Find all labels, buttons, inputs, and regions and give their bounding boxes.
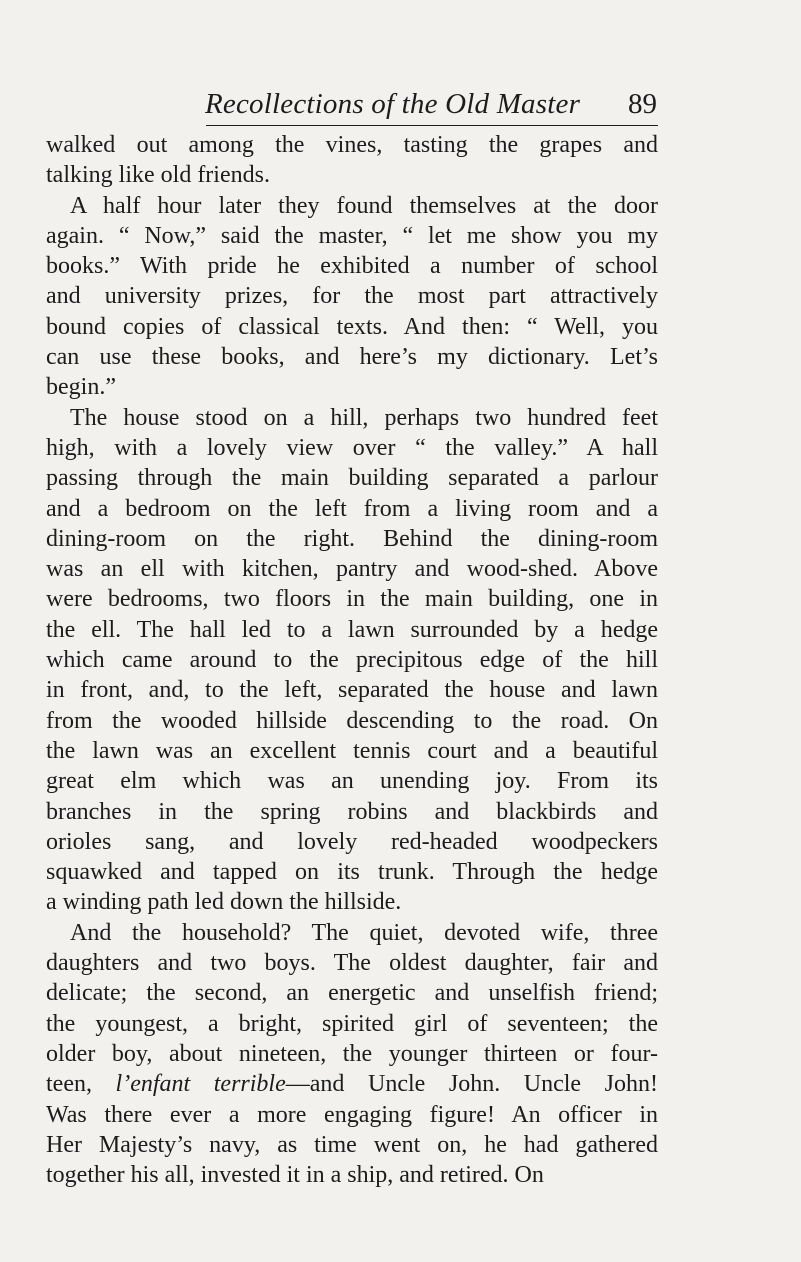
text-line (46, 1069, 658, 1099)
italic-phrase: l’enfant terrible (115, 1071, 286, 1098)
text-line: And the household? The quiet, devoted wife, three (70, 919, 658, 946)
text-line: was an ell with kitchen, pantry and wood-shed. Above (46, 556, 658, 583)
text-line: books.” With pride he exhibited a number of school (46, 253, 658, 280)
text-line: begin.” (46, 374, 116, 401)
text-line: bound copies of classical texts. And then: “ Well, you (46, 313, 658, 340)
page-number: 89 (628, 88, 657, 120)
text-line: passing through the main building separated a parlour (46, 465, 658, 492)
text-line: were bedrooms, two floors in the main building, one in (46, 586, 658, 613)
text-run: teen, (46, 1071, 116, 1098)
text-line: dining-room on the right. Behind the dining-room (46, 525, 658, 552)
text-line: great elm which was an unending joy. From its (46, 768, 658, 795)
text-line: daughters and two boys. The oldest daughter, fair and (46, 950, 658, 977)
text-line: the youngest, a bright, spirited girl of seventeen; the (46, 1010, 658, 1037)
running-header (205, 88, 657, 124)
text-line: Her Majesty’s navy, as time went on, he had gathered (46, 1131, 658, 1158)
paragraph (46, 191, 658, 403)
text-line: delicate; the second, an energetic and unselfish friend; (46, 980, 658, 1007)
text-line: walked out among the vines, tasting the grapes and (46, 132, 658, 158)
body-text (46, 130, 658, 1190)
text-line: high, with a lovely view over “ the valley.” A hall (46, 434, 658, 461)
text-line: Was there ever a more engaging figure! An officer in (46, 1101, 658, 1128)
text-line: older boy, about nineteen, the younger thirteen or four- (46, 1040, 658, 1067)
text-line: a winding path led down the hillside. (46, 889, 402, 916)
text-line: again. “ Now,” said the master, “ let me show you my (46, 222, 658, 249)
running-title: Recollections of the Old Master (205, 88, 581, 120)
text-line: the ell. The hall led to a lawn surrounded by a hedge (46, 616, 658, 643)
text-line: talking like old friends. (46, 162, 270, 189)
text-line: and university prizes, for the most part attractively (46, 283, 658, 310)
text-line: and a bedroom on the left from a living room and a (46, 495, 658, 522)
text-line: The house stood on a hill, perhaps two hundred feet (70, 404, 658, 431)
text-line: together his all, invested it in a ship, and retired. On (46, 1162, 544, 1189)
text-line: which came around to the precipitous edge of the hill (46, 647, 658, 674)
text-line: from the wooded hillside descending to the road. On (46, 707, 658, 734)
paragraph (46, 403, 658, 918)
paragraph (46, 918, 658, 1191)
text-line: in front, and, to the left, separated the house and lawn (46, 677, 658, 704)
header-rule (206, 125, 658, 126)
text-line: orioles sang, and lovely red-headed woodpeckers (46, 828, 658, 855)
text-line: squawked and tapped on its trunk. Through the hedge (46, 859, 658, 886)
text-line: the lawn was an excellent tennis court and a beautiful (46, 737, 658, 764)
text-run: —and Uncle John. Uncle John! (285, 1071, 658, 1098)
text-line: branches in the spring robins and blackbirds and (46, 798, 658, 825)
text-line: A half hour later they found themselves at the door (70, 192, 658, 219)
text-line: can use these books, and here’s my dictionary. Let’s (46, 344, 658, 371)
paragraph (46, 130, 658, 191)
